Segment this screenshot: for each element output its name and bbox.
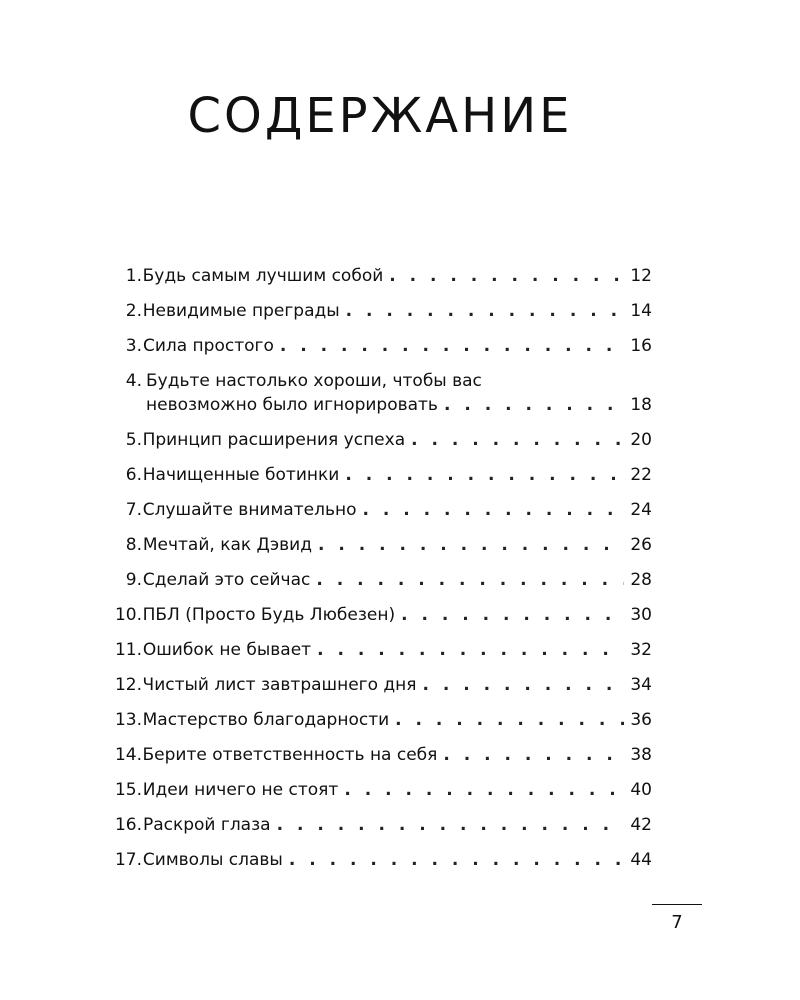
page-number-rule (652, 904, 702, 905)
toc-entry-line (100, 498, 652, 522)
toc-dot-leader (346, 299, 625, 323)
toc-entry-page: 22 (630, 465, 652, 485)
toc-dot-leader (344, 778, 624, 802)
toc-entry-line (100, 813, 652, 837)
toc-entry-line (100, 463, 652, 487)
toc-entry-number: 8. (125, 535, 142, 555)
toc-dot-leader (363, 498, 625, 522)
toc-dot-leader (316, 568, 624, 592)
toc-entry-page: 44 (630, 850, 652, 870)
toc-entry-page: 24 (630, 500, 652, 520)
toc-entry-line (100, 533, 652, 557)
toc-entry-line (100, 334, 652, 358)
toc-entry-page: 30 (630, 605, 652, 625)
toc-entry-title: Принцип расширения успеха (142, 430, 406, 450)
toc-entry-page: 20 (630, 430, 652, 450)
toc-entry (100, 428, 652, 463)
toc-entry-title: Чистый лист завтрашнего дня (142, 675, 417, 695)
toc-entry-title: Невидимые преграды (142, 301, 340, 321)
toc-dot-leader (345, 463, 624, 487)
toc-dot-leader (317, 638, 624, 662)
toc-entry-page: 14 (630, 301, 652, 321)
toc-dot-leader (411, 428, 624, 452)
toc-entry-title: Начищенные ботинки (142, 465, 340, 485)
page-number: 7 (671, 912, 683, 933)
toc-entry-line (100, 848, 652, 872)
toc-entry (100, 299, 652, 334)
toc-entry-number: 3. (125, 336, 142, 356)
toc-dot-leader (401, 603, 624, 627)
table-of-contents (100, 264, 652, 883)
toc-dot-leader (444, 393, 624, 417)
toc-entry-title: Берите ответственность на себя (142, 745, 438, 765)
toc-entry-line (100, 673, 652, 697)
toc-dot-leader (318, 533, 624, 557)
toc-entry (100, 673, 652, 708)
toc-entry-line (100, 264, 652, 288)
toc-entry-page: 16 (630, 336, 652, 356)
toc-entry (100, 498, 652, 533)
toc-entry-title: Будьте настолько хороши, чтобы вас (146, 371, 482, 391)
toc-entry (100, 743, 652, 778)
toc-entry-title: Слушайте внимательно (142, 500, 357, 520)
toc-dot-leader (395, 708, 624, 732)
toc-entry-number: 10. (114, 605, 142, 625)
toc-dot-leader (389, 264, 624, 288)
toc-entry (100, 848, 652, 883)
toc-entry-line (100, 369, 652, 393)
toc-entry-page: 36 (630, 710, 652, 730)
toc-entry (100, 334, 652, 369)
toc-entry (100, 369, 652, 428)
toc-entry-line (100, 568, 652, 592)
toc-dot-leader (423, 673, 625, 697)
toc-entry-page: 40 (630, 780, 652, 800)
toc-entry-number: 13. (114, 710, 142, 730)
toc-entry-line (100, 708, 652, 732)
toc-dot-leader (443, 743, 624, 767)
toc-entry (100, 463, 652, 498)
toc-entry-title: невозможно было игнорировать (146, 395, 438, 415)
toc-entry-title: Раскрой глаза (142, 815, 271, 835)
toc-entry-title: Мастерство благодарности (142, 710, 390, 730)
toc-entry-number: 14. (114, 745, 142, 765)
toc-entry (100, 568, 652, 603)
toc-entry-line (100, 743, 652, 767)
toc-dot-leader (277, 813, 625, 837)
toc-entry (100, 603, 652, 638)
toc-entry-number: 4. (125, 371, 142, 391)
toc-entry (100, 638, 652, 673)
toc-entry (100, 264, 652, 299)
toc-entry-page: 12 (630, 266, 652, 286)
toc-entry-page: 26 (630, 535, 652, 555)
toc-entry-number: 12. (114, 675, 142, 695)
toc-entry-line (100, 778, 652, 802)
toc-entry-title: Сила простого (142, 336, 274, 356)
toc-entry (100, 708, 652, 743)
toc-dot-leader (289, 848, 625, 872)
toc-dot-leader (280, 334, 625, 358)
toc-entry-page: 18 (630, 395, 652, 415)
toc-entry-line (100, 393, 652, 417)
toc-entry-page: 34 (630, 675, 652, 695)
toc-entry (100, 533, 652, 568)
toc-entry-number: 7. (125, 500, 142, 520)
toc-entry-number: 2. (125, 301, 142, 321)
toc-entry-title: Ошибок не бывает (142, 640, 312, 660)
toc-entry-title: Мечтай, как Дэвид (142, 535, 312, 555)
toc-entry-line (100, 603, 652, 627)
toc-entry (100, 778, 652, 813)
toc-entry-number: 5. (125, 430, 142, 450)
toc-entry-number: 15. (114, 780, 142, 800)
toc-entry-page: 38 (630, 745, 652, 765)
toc-entry-line (100, 428, 652, 452)
toc-entry-page: 32 (630, 640, 652, 660)
toc-entry-number: 1. (125, 266, 142, 286)
toc-entry-number: 11. (114, 640, 142, 660)
toc-entry (100, 813, 652, 848)
toc-entry-title: Сделай это сейчас (142, 570, 311, 590)
toc-entry-title: Символы славы (142, 850, 283, 870)
page-title: СОДЕРЖАНИЕ (187, 88, 573, 144)
toc-entry-title: Будь самым лучшим собой (142, 266, 384, 286)
toc-entry-line (100, 299, 652, 323)
toc-entry-page: 28 (630, 570, 652, 590)
toc-entry-number: 9. (125, 570, 142, 590)
toc-entry-title: Идеи ничего не стоят (142, 780, 339, 800)
toc-entry-number: 16. (114, 815, 142, 835)
toc-entry-number: 17. (114, 850, 142, 870)
toc-entry-page: 42 (630, 815, 652, 835)
toc-entry-line (100, 638, 652, 662)
toc-entry-title: ПБЛ (Просто Будь Любезен) (142, 605, 396, 625)
toc-entry-number: 6. (125, 465, 142, 485)
